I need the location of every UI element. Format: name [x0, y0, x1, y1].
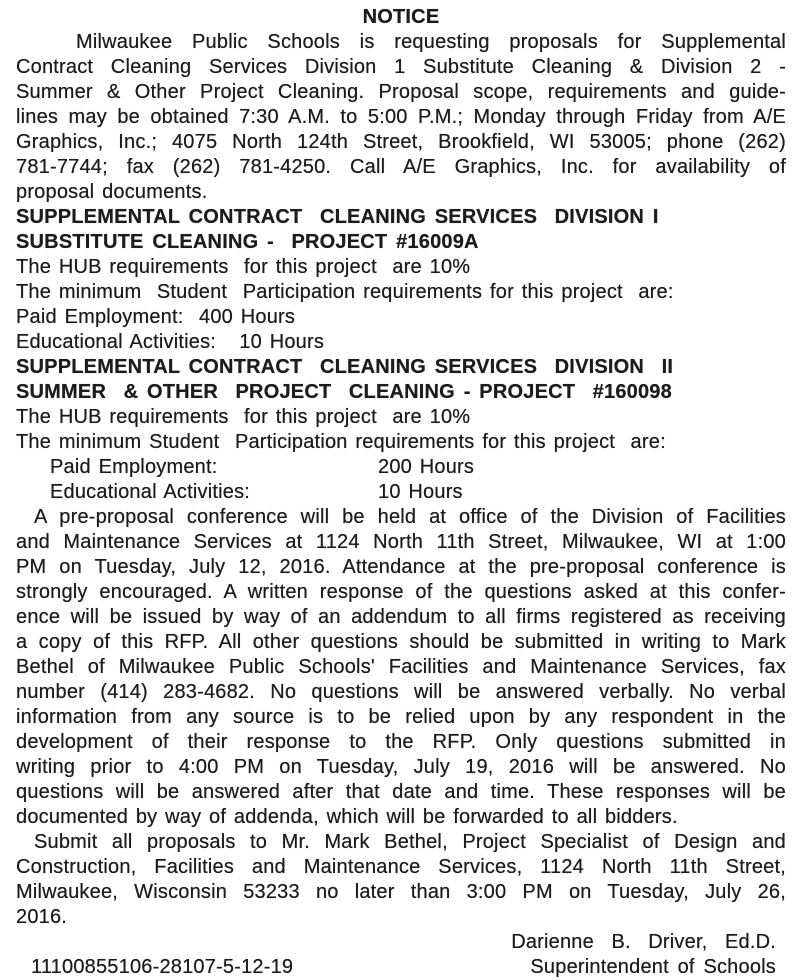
kv-value: 10 Hours [378, 481, 463, 503]
text-line: Paid Employment: 400 Hours [16, 306, 296, 328]
division-1-requirements [16, 255, 786, 355]
heading-line: SUMMER & OTHER PROJECT CLEANING - PROJECT #160098 [16, 381, 672, 403]
text-line: A pre-proposal conference will be held at office of the Division of Facilities [34, 506, 786, 528]
submit-paragraph [16, 830, 786, 930]
text-line: documented by way of addenda, which will be forwarded to all bidders. [16, 806, 678, 828]
kv-value: 200 Hours [378, 456, 475, 478]
text-line: The minimum Student Participation requirements for this project are: [16, 431, 666, 453]
text-line: The HUB requirements for this project are 10% [16, 406, 471, 428]
text-line: Bethel of Milwaukee Public Schools' Facilities and Maintenance Services, fax [16, 656, 786, 678]
text-line: number (414) 283-4682. No questions will be answered verbally. No verbal [16, 681, 786, 703]
text-line: Educational Activities: 10 Hours [16, 331, 325, 353]
text-line: proposal documents. [16, 181, 208, 203]
signature-name: Darienne B. Driver, Ed.D. [511, 931, 776, 953]
pre-proposal-paragraph [16, 505, 786, 830]
heading-line: SUBSTITUTE CLEANING - PROJECT #16009A [16, 231, 479, 253]
text-line: a copy of this RFP. All other questions should be submitted in writing to Mark [16, 631, 786, 653]
signature-title: Superintendent of Schools [530, 956, 776, 978]
text-line: Milwaukee, Wisconsin 53233 no later than 3:00 PM on Tuesday, July 26, [16, 881, 786, 903]
division-1-heading [16, 205, 786, 255]
text-line: ence will be issued by way of an addendum to all firms registered as receiving [16, 606, 786, 628]
text-line: The HUB requirements for this project are 10% [16, 256, 471, 278]
text-line: 781-7744; fax (262) 781-4250. Call A/E Graphics, Inc. for availability of [16, 156, 786, 178]
footer-code: 11100855106-28107-5-12-19 [31, 956, 294, 978]
heading-line: SUPPLEMENTAL CONTRACT CLEANING SERVICES DIVISION II [16, 356, 674, 378]
text-line: strongly encouraged. A written response of the questions asked at this confer- [16, 581, 786, 603]
text-line: development of their response to the RFP. Only questions submitted in [16, 731, 786, 753]
text-line: information from any source is to be relied upon by any respondent in the [16, 706, 786, 728]
kv-label: Paid Employment: [50, 456, 218, 478]
text-line: Graphics, Inc.; 4075 North 124th Street, Brookfield, WI 53005; phone (262) [16, 131, 786, 153]
text-line: Contract Cleaning Services Division 1 Substitute Cleaning & Division 2 - [16, 56, 786, 78]
notice-title: NOTICE [362, 6, 440, 28]
kv-line [16, 480, 786, 505]
text-line: PM on Tuesday, July 12, 2016. Attendance at the pre-proposal conference is [16, 556, 786, 578]
text-line: writing prior to 4:00 PM on Tuesday, July 19, 2016 will be answered. No [16, 756, 786, 778]
kv-label: Educational Activities: [50, 481, 251, 503]
kv-line [16, 455, 786, 480]
text-line: 2016. [16, 906, 68, 928]
division-2-requirements [16, 405, 786, 505]
heading-line: SUPPLEMENTAL CONTRACT CLEANING SERVICES DIVISION I [16, 206, 659, 228]
division-2-heading [16, 355, 786, 405]
footer-row [16, 955, 786, 980]
text-line: Milwaukee Public Schools is requesting proposals for Supplemental [76, 31, 786, 53]
text-line: The minimum Student Participation requirements for this project are: [16, 281, 674, 303]
text-line: and Maintenance Services at 1124 North 11th Street, Milwaukee, WI at 1:00 [16, 531, 786, 553]
intro-paragraph [16, 30, 786, 205]
document-body [16, 30, 786, 930]
text-line: questions will be answered after that date and time. These responses will be [16, 781, 786, 803]
text-line: Construction, Facilities and Maintenance Services, 1124 North 11th Street, [16, 856, 786, 878]
text-line: Submit all proposals to Mr. Mark Bethel, Project Specialist of Design and [34, 831, 786, 853]
text-line: lines may be obtained 7:30 A.M. to 5:00 P.M.; Monday through Friday from A/E [16, 106, 786, 128]
text-line: Summer & Other Project Cleaning. Proposal scope, requirements and guide- [16, 81, 786, 103]
